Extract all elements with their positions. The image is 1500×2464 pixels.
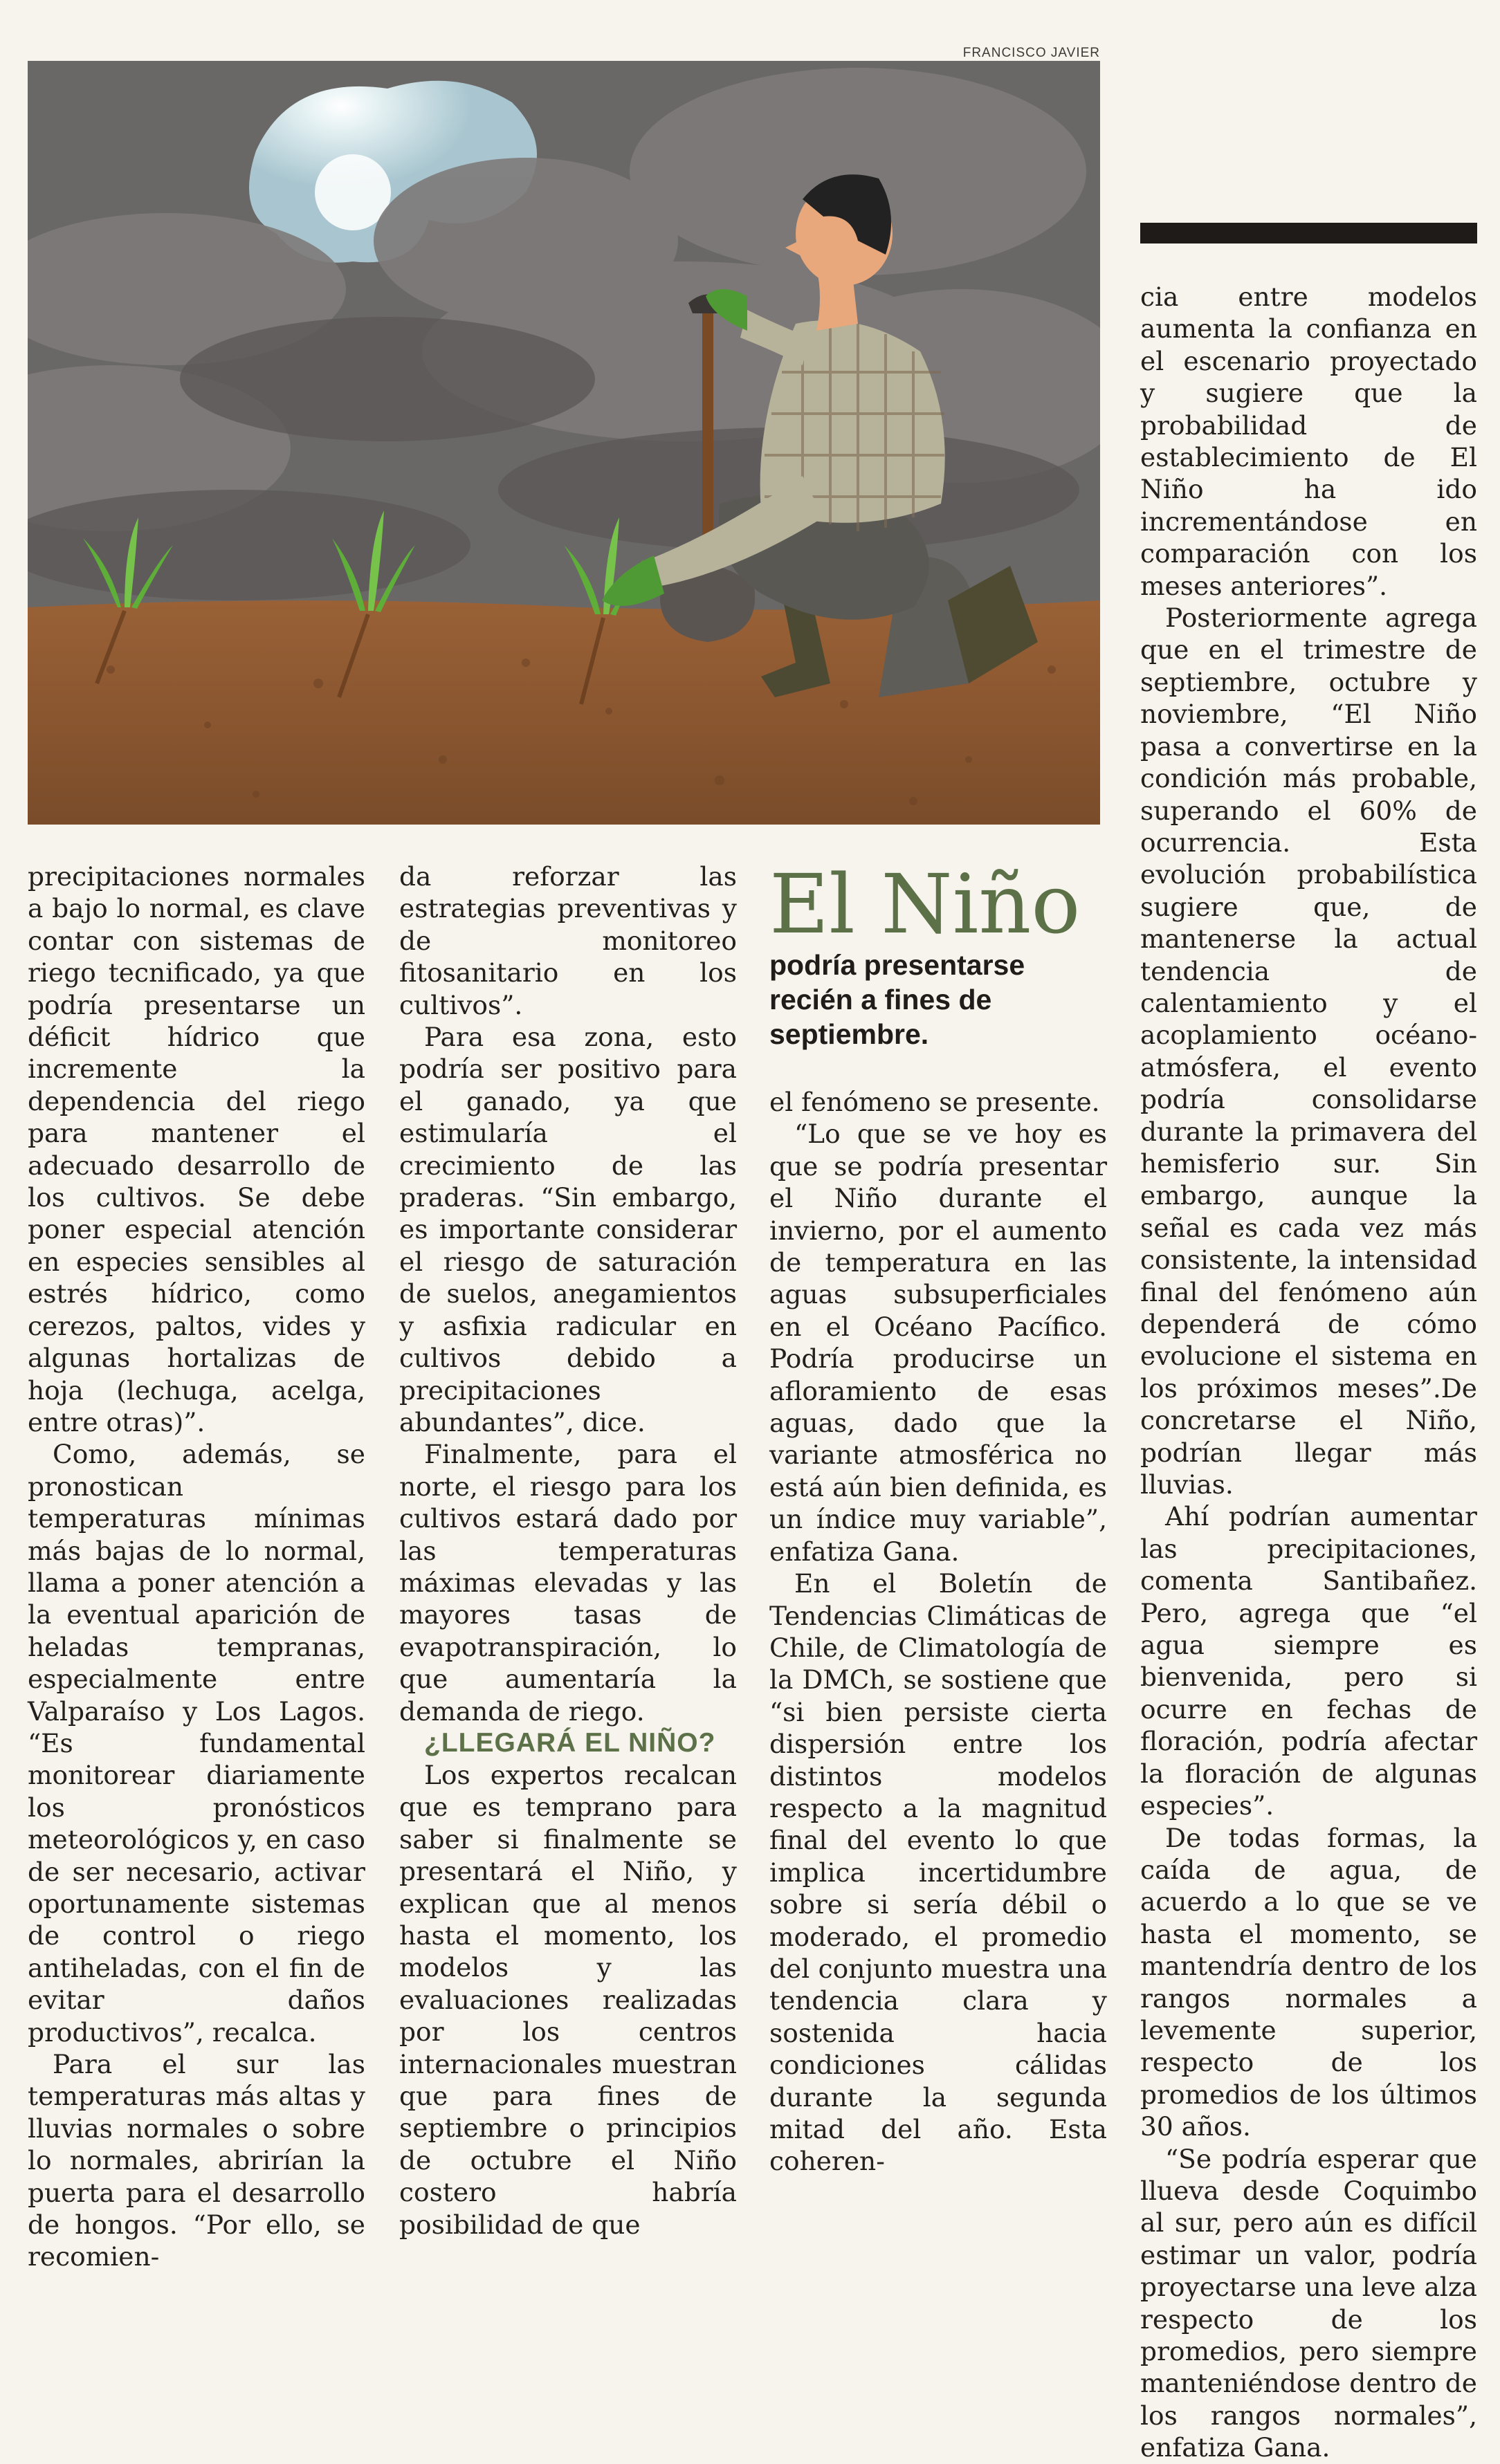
column-1 bbox=[28, 861, 365, 2273]
farmer-illustration bbox=[28, 61, 1100, 825]
column-3 bbox=[769, 1086, 1107, 2178]
deck: podría presentarse recién a fines de septiembre. bbox=[769, 949, 1025, 1050]
paragraph: Para esa zona, esto podría ser positivo para el ganado, ya que estimularía el crecimiento de las praderas. “Sin embargo, es importante considerar el riesgo de saturación de suelos, anegamientos y asfixia radicular en cultivos debido a precipitaciones abundantes”, dice. bbox=[399, 1022, 737, 1437]
headline: El Niño bbox=[769, 856, 1081, 952]
paragraph: cia entre modelos aumenta la confianza en el escenario proyectado y sugiere que la probabilidad de establecimiento de El Niño ha ido incrementándose en comparación con los meses anteriores”. bbox=[1140, 282, 1477, 601]
paragraph: Finalmente, para el norte, el riesgo para los cultivos estará dado por las temperaturas máximas elevadas y las mayores tasas de evapotranspiración, lo que aumentaría la demanda de riego. bbox=[399, 1439, 737, 1727]
illustration bbox=[28, 61, 1100, 825]
photo-credit: FRANCISCO JAVIER bbox=[962, 46, 1100, 60]
paragraph: “Lo que se ve hoy es que se podría presentar el Niño durante el invierno, por el aumento de temperatura en las aguas subsuperficiales en el Océano Pacífico. Podría producirse un afloramiento de esas aguas, dado que la variante atmosférica no está aún bien definida, es un índice muy variable”, enfatiza Gana. bbox=[769, 1119, 1107, 1567]
paragraph: da reforzar las estrategias preventivas y de monitoreo fitosanitario en los cultivos”. bbox=[399, 861, 737, 1020]
paragraph: Como, además, se pronostican temperaturas mínimas más bajas de lo normal, llama a poner atención a la eventual aparición de heladas tempranas, especialmente entre Valparaíso y Los Lagos. “Es fundamental monitorear diariamente los pronósticos meteorológicos y, en caso de ser necesario, activar oportunamente sistemas de control o riego antiheladas, con el fin de evitar daños productivos”, recalca. bbox=[28, 1439, 365, 2048]
paragraph: Posteriormente agrega que en el trimestre de septiembre, octubre y noviembre, “El Niño pasa a convertirse en la condición más probable, superando el 60% de ocurrencia. Esta evolución probabilística sugiere que, de mantenerse la actual tendencia de calentamiento y el acoplamiento océano-atmósfera, el evento podría consolidarse durante la primavera del hemisferio sur. Sin embargo, aunque la señal es cada vez más consistente, la intensidad final del fenómeno aún dependerá de cómo evolucione el sistema en los próximos meses”.De concretarse el Niño, podrían llegar más lluvias. bbox=[1140, 603, 1477, 1500]
paragraph: “Se podría esperar que llueva desde Coquimbo al sur, pero aún es difícil estimar un valor, podría proyectarse una leve alza respecto de los promedios, pero siempre manteniéndose dentro de los rangos normales”, enfatiza Gana. bbox=[1140, 2143, 1477, 2463]
section-bar bbox=[1140, 223, 1477, 243]
section-subhead: ¿LLEGARÁ EL NIÑO? bbox=[424, 1727, 716, 1758]
paragraph: Ahí podrían aumentar las precipitaciones, comenta Santibañez. Pero, agrega que “el agua siempre es bienvenida, pero si ocurre en fechas de floración, podría afectar la floración de algunas especies”. bbox=[1140, 1501, 1477, 1821]
column-4 bbox=[1140, 281, 1477, 2464]
paragraph: Para el sur las temperaturas más altas y lluvias normales o sobre lo normales, abrirían la puerta para el desarrollo de hongos. “Por ello, se recomien- bbox=[28, 2049, 365, 2272]
column-2 bbox=[399, 861, 737, 2241]
paragraph: Los expertos recalcan que es temprano para saber si finalmente se presentará el Niño, y explican que al menos hasta el momento, los modelos y las evaluaciones realizadas por los centros internacionales muestran que para fines de septiembre o principios de octubre el Niño costero habría posibilidad de que bbox=[399, 1759, 737, 2240]
paragraph: En el Boletín de Tendencias Climáticas de Chile, de Climatología de la DMCh, se sostiene que “si bien persiste cierta dispersión entre los distintos modelos respecto a la magnitud final del evento lo que implica incertidumbre sobre si sería débil o moderado, el promedio del conjunto muestra una tendencia clara y sostenida hacia condiciones cálidas durante la segunda mitad del año. Esta coheren- bbox=[769, 1568, 1107, 2177]
paragraph: precipitaciones normales a bajo lo normal, es clave contar con sistemas de riego tecnificado, ya que podría presentarse un déficit hídrico que incremente la dependencia del riego para mantener el adecuado desarrollo de los cultivos. Se debe poner especial atención en especies sensibles al estrés hídrico, como cerezos, paltos, vides y algunas hortalizas de hoja (lechuga, acelga, entre otras)”. bbox=[28, 861, 365, 1437]
paragraph: el fenómeno se presente. bbox=[769, 1087, 1100, 1117]
paragraph: De todas formas, la caída de agua, de acuerdo a lo que se ve hasta el momento, se mantendría dentro de los rangos normales a levemente superior, respecto de los promedios de los últimos 30 años. bbox=[1140, 1822, 1477, 2142]
